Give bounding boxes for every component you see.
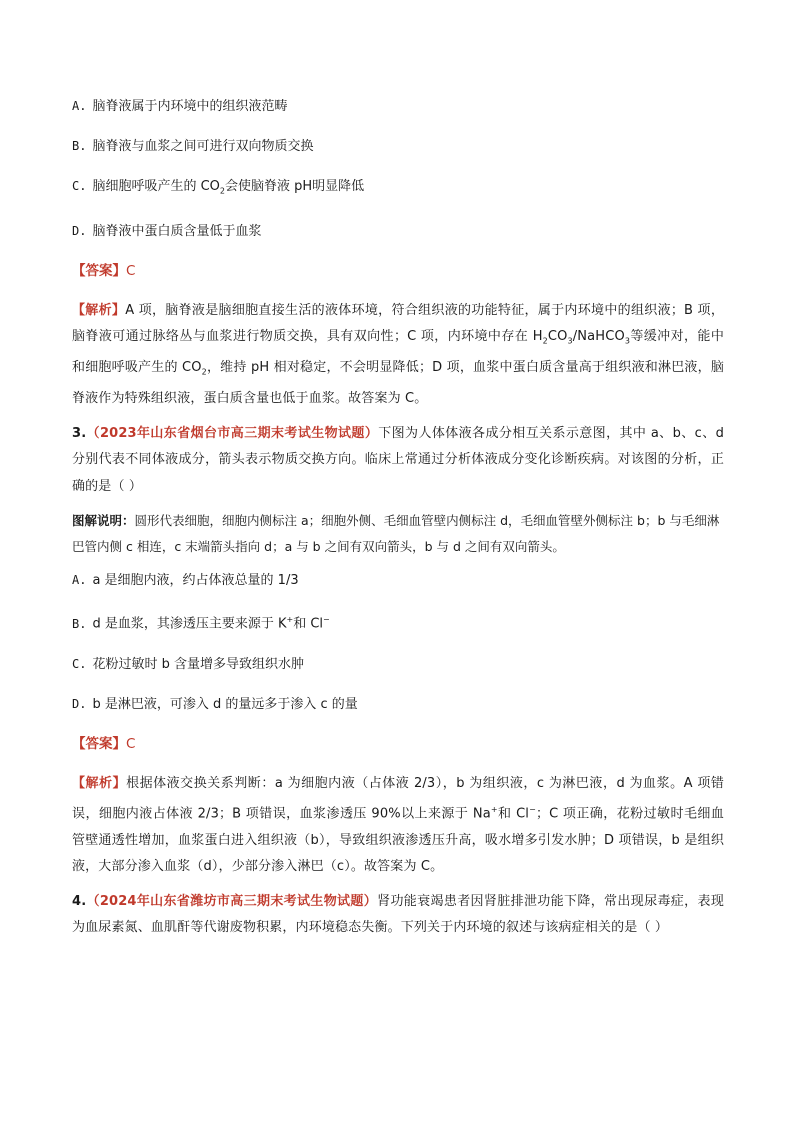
option-text: 和 Cl — [293, 616, 324, 632]
note-text: 圆形代表细胞，细胞内侧标注 a；细胞外侧、毛细血管壁内侧标注 d，毛细血管壁外侧标注 b；b 与毛细淋巴管内侧 c 相连，c 末端箭头指向 d；a 与 b 之间有双向箭头，b 与 d 之间有双向箭头。 — [72, 513, 720, 555]
question-source: （2024年山东省潍坊市高三期末考试生物试题） — [86, 893, 378, 909]
document-page — [72, 96, 724, 950]
analysis-text: 和 Cl — [497, 806, 530, 822]
option-text: b 是淋巴液，可渗入 d 的量远多于渗入 c 的量 — [92, 696, 358, 712]
q3-answer — [72, 734, 724, 754]
superscript: − — [323, 615, 330, 625]
analysis-label: 【解析】 — [72, 775, 127, 791]
q2-option-c — [72, 176, 724, 202]
answer-label: 【答案】 — [72, 262, 126, 279]
q3-option-d — [72, 694, 724, 715]
option-letter: B. — [72, 139, 87, 153]
q3-option-a — [72, 570, 724, 591]
question-stem: 肾功能衰竭患者因肾脏排泄功能下降，常出现尿毒症，表现为血尿素氮、血肌酐等代谢废物积累，内环境稳态失衡。下列关于内环境的叙述与该病症相关的是（ ） — [72, 893, 724, 936]
analysis-text: ，维持 pH 相对稳定，不会明显降低；D 项，血浆中蛋白质含量高于组织液和淋巴液，脑脊液作为特殊组织液，蛋白质含量也低于血浆。故答案为 C。 — [72, 360, 724, 407]
answer-value: C — [126, 735, 136, 752]
subscript: 2 — [201, 367, 207, 377]
q2-option-b — [72, 136, 724, 157]
option-text: a 是细胞内液，约占体液总量的 1/3 — [92, 573, 299, 589]
q2-answer — [72, 261, 724, 281]
analysis-text: ；C 项正确，花粉过敏时毛细血管壁通透性增加，血浆蛋白进入组织液（b），导致组织液渗透压升高，吸水增多引发水肿；D 项错误，b 是组织液，大部分渗入血浆（d），少部分渗入淋巴（c）。故答案为 C。 — [72, 806, 724, 875]
q3-option-b — [72, 610, 724, 634]
superscript: + — [286, 615, 294, 625]
superscript: + — [490, 805, 498, 815]
option-letter: A. — [72, 573, 87, 588]
analysis-text: /NaHCO — [572, 329, 625, 345]
option-text: 花粉过敏时 b 含量增多导致组织水肿 — [92, 656, 304, 672]
option-text: 会使脑脊液 pH明显降低 — [225, 179, 365, 194]
q4-stem — [72, 889, 724, 942]
analysis-text: A 项，脑脊液是脑细胞直接生活的液体环境，符合组织液的功能特征，属于内环境中的组织液；B 项，脑脊液可通过脉络丛与血浆进行物质交换，具有双向性；C 项，内环境中存在 H — [72, 302, 724, 345]
option-letter: C. — [72, 656, 87, 671]
analysis-text: CO — [547, 329, 568, 345]
option-text: 脑脊液属于内环境中的组织液范畴 — [92, 99, 288, 114]
answer-value: C — [126, 262, 136, 279]
question-source: （2023年山东省烟台市高三期末考试生物试题） — [86, 425, 379, 441]
q3-diagram-note — [72, 508, 724, 560]
option-letter: B. — [72, 616, 87, 631]
question-number: 4. — [72, 893, 87, 909]
note-label: 图解说明： — [72, 513, 135, 529]
question-number: 3. — [72, 425, 87, 441]
question-stem: 下图为人体体液各成分相互关系示意图，其中 a、b、c、d 分别代表不同体液成分，箭头表示物质交换方向。临床上常通过分析体液成分变化诊断疾病。对该图的分析，正确的是（ ） — [72, 425, 724, 494]
q2-analysis — [72, 298, 724, 413]
q3-stem — [72, 421, 724, 501]
option-letter: D. — [72, 223, 87, 238]
analysis-label: 【解析】 — [72, 302, 126, 318]
option-letter: C. — [72, 179, 87, 193]
option-text: d 是血浆，其渗透压主要来源于 K — [92, 616, 287, 632]
option-text: 脑细胞呼吸产生的 CO — [92, 179, 220, 194]
answer-label: 【答案】 — [72, 735, 126, 752]
analysis-text: 等缓冲对，能中和细胞呼吸产生的 CO — [72, 329, 724, 376]
option-text: 脑脊液中蛋白质含量低于血浆 — [92, 223, 262, 239]
superscript: − — [529, 805, 536, 815]
option-text: 脑脊液与血浆之间可进行双向物质交换 — [92, 139, 314, 154]
q2-option-d — [72, 221, 724, 242]
subscript: 2 — [219, 186, 225, 196]
subscript: 3 — [567, 336, 573, 346]
subscript: 2 — [542, 336, 548, 346]
subscript: 3 — [624, 336, 631, 346]
q3-option-c — [72, 654, 724, 675]
analysis-text: 根据体液交换关系判断：a 为细胞内液（占体液 2/3），b 为组织液，c 为淋巴液，d 为血浆。A 项错误，细胞内液占体液 2/3；B 项错误，血浆渗透压 90%以上来源于 Na — [72, 775, 724, 822]
option-letter: A. — [72, 99, 87, 113]
q3-analysis — [72, 771, 724, 881]
q2-option-a — [72, 96, 724, 117]
option-letter: D. — [72, 696, 87, 711]
